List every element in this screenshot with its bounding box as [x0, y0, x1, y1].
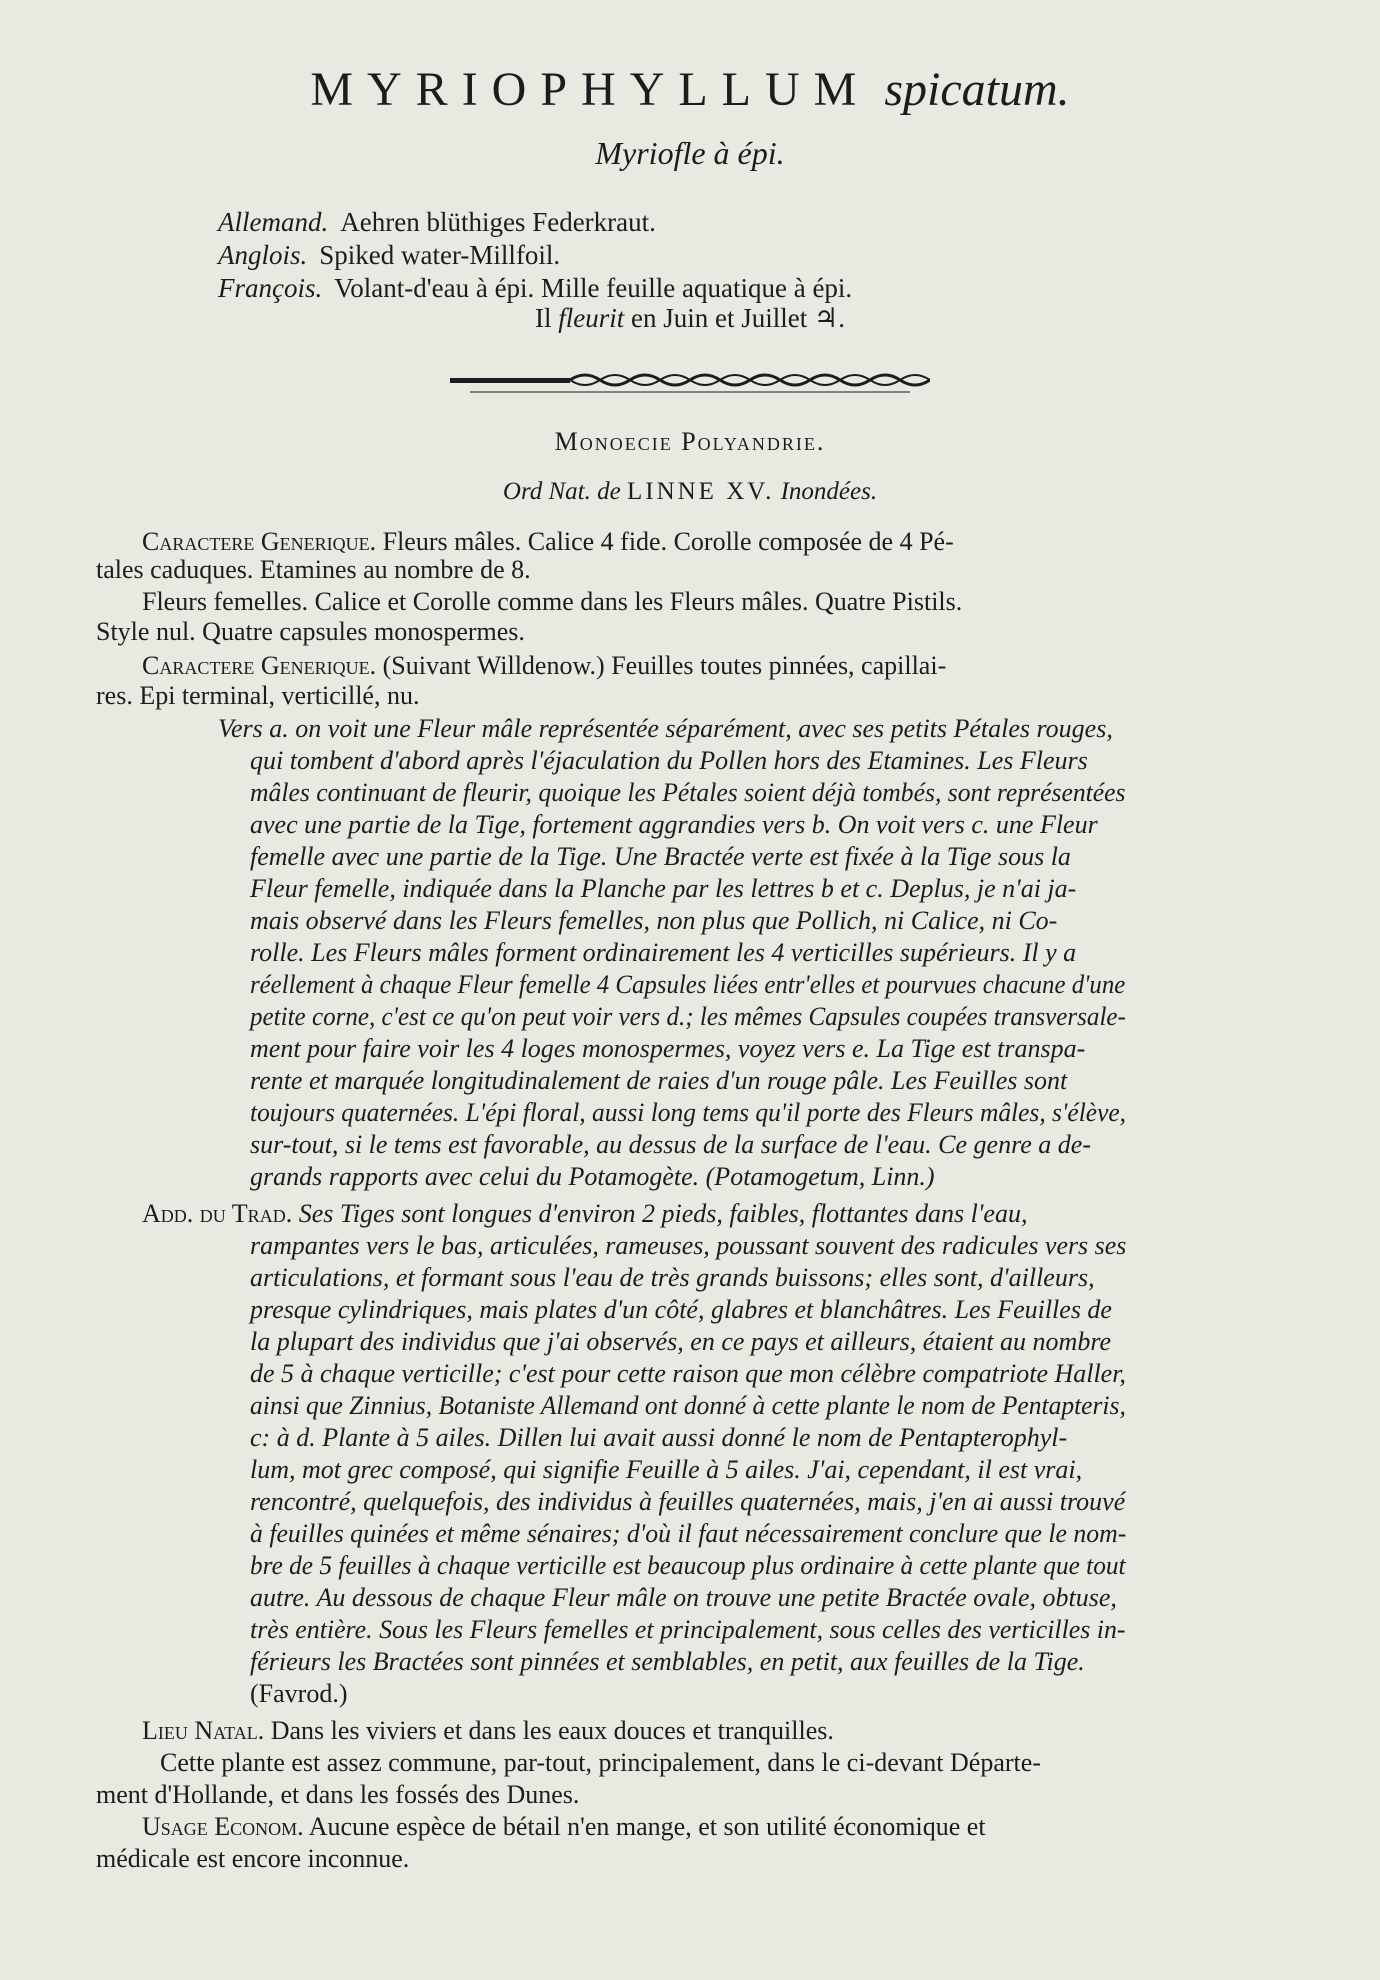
genus-name: MYRIOPHYLLUM — [310, 63, 871, 116]
french-name: Myriofle à épi. — [595, 135, 785, 171]
text-line — [250, 1327, 1111, 1357]
line-text: médicale est encore inconnue. — [96, 1844, 410, 1873]
text-line — [250, 1162, 935, 1192]
line-text: ainsi que Zinnius, Botaniste Allemand ont donné à cette plante le nom de Pentapteris, — [250, 1391, 1126, 1420]
text-line — [96, 681, 419, 711]
text-line — [96, 555, 531, 585]
text-line — [142, 587, 962, 617]
page-title — [0, 62, 1380, 117]
line-text: c: à d. Plante à 5 ailes. Dillen lui avait aussi donné le nom de Pentapterophyl- — [250, 1423, 1068, 1452]
text-line — [96, 617, 525, 647]
line-text: bre de 5 feuilles à chaque verticille est beaucoup plus ordinaire à cette plante que tout — [250, 1551, 1126, 1580]
line-text: Ses Tiges sont longues d'environ 2 pieds, faibles, flottantes dans l'eau, — [292, 1199, 1028, 1228]
vernacular-name: Volant-d'eau à épi. Mille feuille aquatique à épi. — [334, 273, 853, 303]
line-text: rampantes vers le bas, articulées, rameuses, poussant souvent des radicules vers ses — [250, 1231, 1127, 1260]
text-line — [250, 778, 1126, 808]
vernacular-language: Allemand. — [218, 207, 329, 237]
line-text: très entière. Sous les Fleurs femelles et principalement, sous celles des verticilles in- — [250, 1615, 1126, 1644]
text-line — [250, 1002, 1126, 1032]
text-line — [142, 527, 954, 557]
text-line — [250, 1231, 1126, 1261]
text-line — [250, 1679, 347, 1709]
vernacular-name: Spiked water-Millfoil. — [319, 240, 561, 270]
line-text: Fleurs mâles. Calice 4 fide. Corolle composée de 4 Pé- — [376, 527, 954, 556]
text-line — [250, 842, 1071, 872]
flowering-pre: Il — [535, 303, 552, 333]
line-text: Vers a. on voit une Fleur mâle représentée séparément, avec ses petits Pétales rouges, — [218, 714, 1113, 743]
text-line — [96, 1844, 409, 1874]
ordo-post: Inondées. — [780, 478, 878, 505]
line-text: réellement à chaque Fleur femelle 4 Capsules liées entr'elles et pourvues chacune d'une — [250, 970, 1126, 999]
section-label: Add. du Trad. — [142, 1199, 293, 1228]
line-text: qui tombent d'abord après l'éjaculation du Pollen hors des Etamines. Les Fleurs — [250, 746, 1088, 775]
ornament-divider — [450, 370, 930, 394]
line-text: rencontré, quelquefois, des individus à feuilles quaternées, mais, j'en ai aussi trouvé — [250, 1487, 1126, 1516]
text-line — [250, 1519, 1126, 1549]
text-line — [218, 714, 1113, 744]
line-text: de 5 à chaque verticille; c'est pour cette raison que mon célèbre compatriote Haller, — [250, 1359, 1126, 1388]
section-label: Caractere Generique. — [142, 527, 377, 556]
text-line — [250, 970, 1125, 1000]
line-text: grands rapports avec celui du Potamogète. (Potamogetum, Linn.) — [250, 1162, 935, 1191]
line-text: Dans les viviers et dans les eaux douces et tranquilles. — [264, 1716, 834, 1745]
line-text: petite corne, c'est ce qu'on peut voir vers d.; les mêmes Capsules coupées transversale- — [250, 1002, 1126, 1031]
line-text: ment d'Hollande, et dans les fossés des Dunes. — [96, 1780, 580, 1809]
classis-heading: Monoecie Polyandrie. — [554, 427, 826, 456]
text-line — [250, 1615, 1126, 1645]
text-line — [250, 1455, 1082, 1485]
text-line — [160, 1748, 1041, 1778]
text-line — [96, 1780, 579, 1810]
text-line — [142, 1716, 834, 1746]
line-text: toujours quaternées. L'épi floral, aussi long tems qu'il porte des Fleurs mâles, s'élève, — [250, 1098, 1127, 1127]
line-text: mâles continuant de fleurir, quoique les Pétales soient déjà tombés, sont représentées — [250, 778, 1126, 807]
line-text: ment pour faire voir les 4 loges monospermes, voyez vers e. La Tige est transpa- — [250, 1034, 1086, 1063]
line-text: rolle. Les Fleurs mâles forment ordinairement les 4 verticilles supérieurs. Il y a — [250, 938, 1077, 967]
vernacular-line — [218, 239, 560, 271]
text-line — [142, 1199, 1027, 1229]
text-line — [250, 938, 1076, 968]
text-line — [142, 651, 946, 681]
vernacular-language: François. — [218, 273, 323, 303]
flowering-post: en Juin et Juillet ♃. — [631, 303, 845, 333]
line-text: (Favrod.) — [250, 1679, 348, 1708]
line-text: Style nul. Quatre capsules monospermes. — [96, 617, 525, 646]
line-text: rente et marquée longitudinalement de raies d'un rouge pâle. Les Feuilles sont — [250, 1066, 1068, 1095]
line-text: avec une partie de la Tige, fortement aggrandies vers b. On voit vers c. une Fleur — [250, 810, 1098, 839]
text-line — [250, 1066, 1067, 1096]
line-text: férieurs les Bractées sont pinnées et semblables, en petit, aux feuilles de la Tige. — [250, 1647, 1085, 1676]
text-line — [250, 1487, 1125, 1517]
text-line — [250, 746, 1088, 776]
flowering-verb: fleurit — [558, 303, 625, 333]
text-line — [142, 1812, 986, 1842]
line-text: articulations, et formant sous l'eau de très grands buissons; elles sont, d'ailleurs, — [250, 1263, 1095, 1292]
line-text: autre. Au dessous de chaque Fleur mâle on trouve une petite Bractée ovale, obtuse, — [250, 1583, 1117, 1612]
line-text: (Suivant Willdenow.) Feuilles toutes pinnées, capillai- — [376, 651, 947, 680]
line-text: presque cylindriques, mais plates d'un côté, glabres et blanchâtres. Les Feuilles de — [250, 1295, 1112, 1324]
text-line — [250, 1583, 1117, 1613]
line-text: la plupart des individus que j'ai observés, en ce pays et ailleurs, étaient au nombre — [250, 1327, 1112, 1356]
line-text: sur-tout, si le tems est favorable, au dessus de la surface de l'eau. Ce genre a de- — [250, 1130, 1091, 1159]
vernacular-language: Anglois. — [218, 240, 308, 270]
section-label: Caractere Generique. — [142, 651, 377, 680]
text-line — [250, 1423, 1067, 1453]
flowering-time — [0, 303, 1380, 334]
text-line — [250, 1263, 1095, 1293]
vernacular-name: Aehren blüthiges Federkraut. — [340, 207, 656, 237]
line-text: Fleurs femelles. Calice et Corolle comme dans les Fleurs mâles. Quatre Pistils. — [142, 587, 963, 616]
line-text: res. Epi terminal, verticillé, nu. — [96, 681, 420, 710]
ordo-linne: LINNE XV. — [626, 478, 775, 505]
line-text: Aucune espèce de bétail n'en mange, et son utilité économique et — [303, 1812, 986, 1841]
line-text: femelle avec une partie de la Tige. Une Bractée verte est fixée à la Tige sous la — [250, 842, 1071, 871]
text-line — [250, 1391, 1126, 1421]
line-text: Fleur femelle, indiquée dans la Planche par les lettres b et c. Deplus, je n'ai ja- — [250, 874, 1077, 903]
text-line — [250, 1130, 1091, 1160]
ordo-pre: Ord Nat. de — [502, 478, 621, 505]
vernacular-line — [218, 272, 852, 304]
section-label: Lieu Natal. — [142, 1716, 265, 1745]
text-line — [250, 1359, 1126, 1389]
text-line — [250, 1034, 1085, 1064]
text-line — [250, 1551, 1126, 1581]
line-text: Cette plante est assez commune, par-tout, principalement, dans le ci-devant Départe- — [160, 1748, 1041, 1777]
text-line — [250, 810, 1098, 840]
text-line — [250, 1295, 1112, 1325]
ordo-line — [0, 478, 1380, 506]
text-line — [250, 906, 1057, 936]
line-text: lum, mot grec composé, qui signifie Feuille à 5 ailes. J'ai, cependant, il est vrai, — [250, 1455, 1083, 1484]
line-text: tales caduques. Etamines au nombre de 8. — [96, 555, 531, 584]
text-line — [250, 1098, 1126, 1128]
vernacular-line — [218, 206, 656, 238]
species-name: spicatum. — [884, 63, 1070, 116]
line-text: à feuilles quinées et même sénaires; d'où il faut nécessairement conclure que le nom- — [250, 1519, 1127, 1548]
text-line — [250, 874, 1076, 904]
line-text: mais observé dans les Fleurs femelles, non plus que Pollich, ni Calice, ni Co- — [250, 906, 1058, 935]
section-label: Usage Econom. — [142, 1812, 304, 1841]
text-line — [250, 1647, 1085, 1677]
